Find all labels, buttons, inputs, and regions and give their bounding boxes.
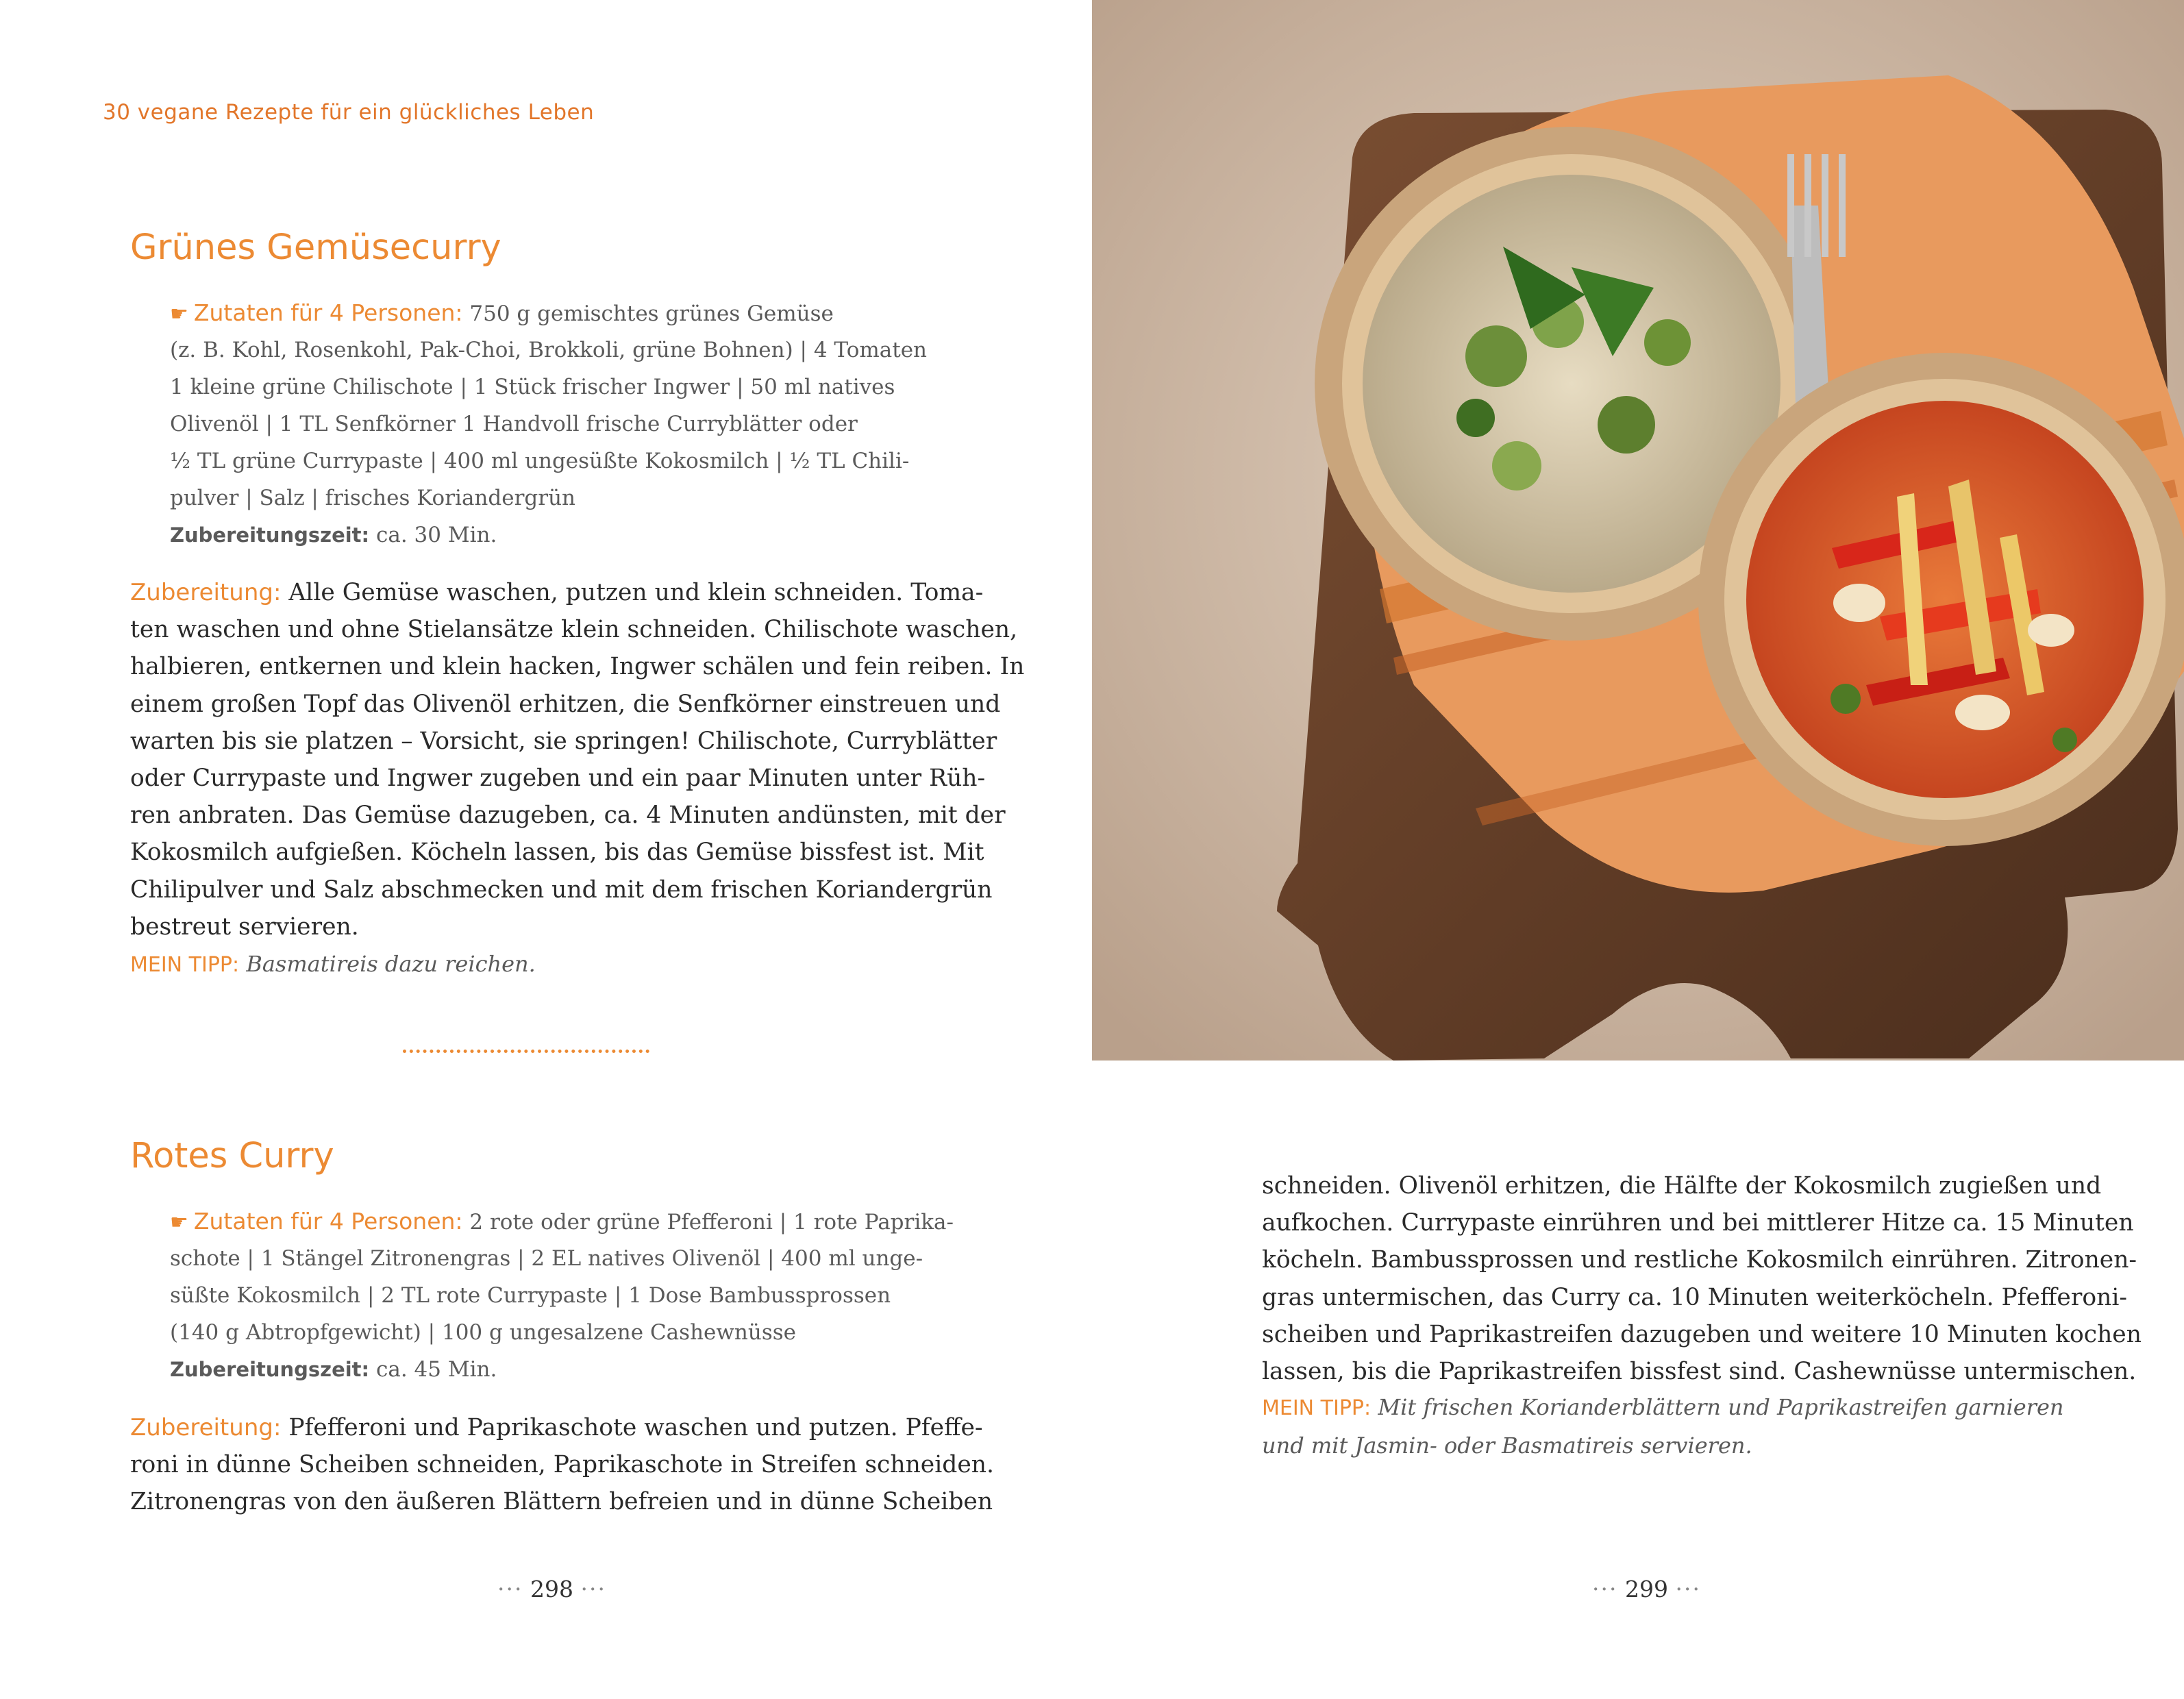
tip-label: MEIN TIPP: bbox=[1262, 1396, 1372, 1420]
ingredients-block-red-curry bbox=[170, 1203, 954, 1388]
prep-time-label: Zubereitungszeit: bbox=[170, 1358, 370, 1381]
method-line: Chilipulver und Salz abschmecken und mit dem frischen Koriandergrün bbox=[130, 876, 993, 904]
method-line: oder Currypaste und Ingwer zugeben und ein paar Minuten unter Rüh- bbox=[130, 764, 986, 792]
running-header: 30 vegane Rezepte für ein glückliches Leben bbox=[103, 100, 595, 125]
page-number-left bbox=[497, 1576, 606, 1602]
two-curry-bowls-photo bbox=[1092, 0, 2184, 1061]
ingredients-line: süßte Kokosmilch | 2 TL rote Currypaste | 1 Dose Bambussprossen bbox=[170, 1283, 891, 1308]
ingredients-line: pulver | Salz | frisches Koriandergrün bbox=[170, 486, 575, 510]
method-line: lassen, bis die Paprikastreifen bissfest sind. Cashewnüsse untermischen. bbox=[1262, 1357, 2137, 1385]
tip-red-curry bbox=[1262, 1389, 2064, 1464]
section-divider bbox=[403, 1036, 649, 1053]
tip-text: und mit Jasmin- oder Basmatireis servieren. bbox=[1262, 1433, 1752, 1459]
tip-text: Mit frischen Korianderblättern und Paprikastreifen garnieren bbox=[1378, 1394, 2064, 1420]
method-block-red-curry bbox=[130, 1409, 994, 1521]
method-line: ren anbraten. Das Gemüse dazugeben, ca. 4 Minuten andünsten, mit der bbox=[130, 802, 1006, 830]
method-line: schneiden. Olivenöl erhitzen, die Hälfte der Kokosmilch zugießen und bbox=[1262, 1172, 2102, 1200]
recipe-title-red-curry: Rotes Curry bbox=[130, 1136, 334, 1176]
method-line: bestreut servieren. bbox=[130, 913, 359, 941]
ingredients-line: (z. B. Kohl, Rosenkohl, Pak-Choi, Brokkoli, grüne Bohnen) | 4 Tomaten bbox=[170, 338, 928, 362]
recipe-title-green-curry: Grünes Gemüsecurry bbox=[130, 227, 501, 268]
method-line: einem großen Topf das Olivenöl erhitzen, die Senfkörner einstreuen und bbox=[130, 690, 1001, 718]
page-number-ornament: ··· bbox=[497, 1576, 523, 1602]
page-number-ornament: ··· bbox=[1675, 1576, 1701, 1602]
pointer-icon: ☛ bbox=[170, 1211, 188, 1235]
method-line: Kokosmilch aufgießen. Köcheln lassen, bis das Gemüse bissfest ist. Mit bbox=[130, 839, 984, 867]
pointer-icon: ☛ bbox=[170, 302, 188, 326]
page-number-value: 298 bbox=[530, 1576, 573, 1602]
method-line: aufkochen. Currypaste einrühren und bei mittlerer Hitze ca. 15 Minuten bbox=[1262, 1209, 2134, 1237]
ingredients-line: Olivenöl | 1 TL Senfkörner 1 Handvoll frische Curryblätter oder bbox=[170, 412, 858, 436]
tip-label: MEIN TIPP: bbox=[130, 953, 240, 977]
method-line: Alle Gemüse waschen, putzen und klein schneiden. Toma- bbox=[288, 579, 984, 606]
method-line: gras untermischen, das Curry ca. 10 Minuten weiterköcheln. Pfefferoni- bbox=[1262, 1283, 2128, 1311]
method-line: roni in dünne Scheiben schneiden, Paprikaschote in Streifen schneiden. bbox=[130, 1451, 994, 1479]
prep-time-label: Zubereitungszeit: bbox=[170, 523, 370, 547]
method-continuation-red-curry bbox=[1262, 1167, 2142, 1390]
ingredients-line: schote | 1 Stängel Zitronengras | 2 EL natives Olivenöl | 400 ml unge- bbox=[170, 1246, 923, 1271]
ingredients-label: Zutaten für 4 Personen: bbox=[193, 299, 463, 326]
prep-time-value: ca. 30 Min. bbox=[376, 523, 497, 547]
method-line: köcheln. Bambussprossen und restliche Kokosmilch einrühren. Zitronen- bbox=[1262, 1246, 2137, 1274]
page-number-ornament: ··· bbox=[580, 1576, 606, 1602]
prep-time-value: ca. 45 Min. bbox=[376, 1357, 497, 1382]
ingredients-label: Zutaten für 4 Personen: bbox=[193, 1208, 463, 1235]
method-label: Zubereitung: bbox=[130, 579, 282, 606]
method-line: Pfefferoni und Paprikaschote waschen und putzen. Pfeffe- bbox=[288, 1414, 983, 1441]
method-line: scheiben und Paprikastreifen dazugeben und weitere 10 Minuten kochen bbox=[1262, 1320, 2142, 1348]
ingredients-line: ½ TL grüne Currypaste | 400 ml ungesüßte Kokosmilch | ½ TL Chili- bbox=[170, 449, 910, 473]
ingredients-line: 750 g gemischtes grünes Gemüse bbox=[469, 301, 834, 326]
method-line: Zitronengras von den äußeren Blättern befreien und in dünne Scheiben bbox=[130, 1488, 993, 1516]
page-number-right bbox=[1592, 1576, 1701, 1602]
ingredients-line: 1 kleine grüne Chilischote | 1 Stück frischer Ingwer | 50 ml natives bbox=[170, 375, 895, 399]
method-block-green-curry bbox=[130, 574, 1025, 945]
ingredients-block-green-curry bbox=[170, 295, 928, 554]
ingredients-line: (140 g Abtropfgewicht) | 100 g ungesalzene Cashewnüsse bbox=[170, 1320, 797, 1345]
page-number-ornament: ··· bbox=[1592, 1576, 1618, 1602]
method-line: warten bis sie platzen – Vorsicht, sie springen! Chilischote, Curryblätter bbox=[130, 727, 997, 755]
method-label: Zubereitung: bbox=[130, 1414, 282, 1441]
tip-text: Basmatireis dazu reichen. bbox=[246, 951, 536, 977]
method-line: halbieren, entkernen und klein hacken, Ingwer schälen und fein reiben. In bbox=[130, 653, 1025, 681]
ingredients-line: 2 rote oder grüne Pfefferoni | 1 rote Paprika- bbox=[469, 1210, 954, 1235]
page-number-value: 299 bbox=[1624, 1576, 1668, 1602]
tip-green-curry bbox=[130, 945, 536, 984]
method-line: ten waschen und ohne Stielansätze klein schneiden. Chilischote waschen, bbox=[130, 616, 1018, 644]
